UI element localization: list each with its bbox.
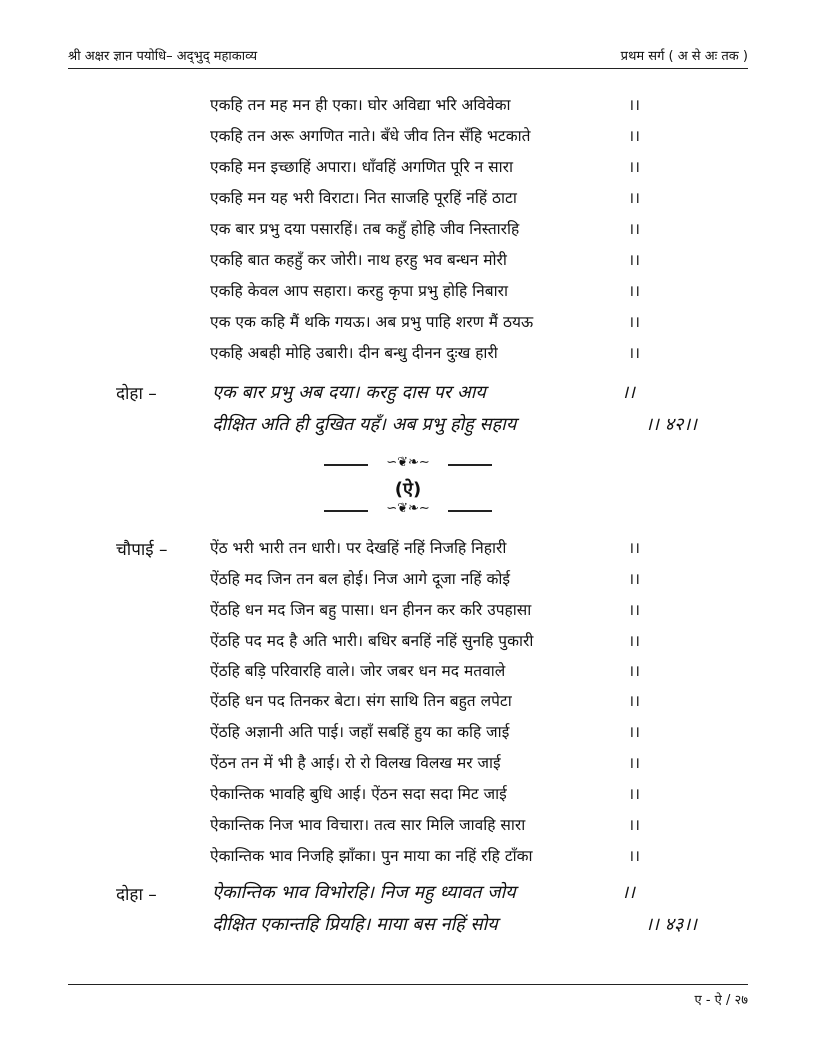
verse-line: एकहि तन अरू अगणित नाते। बँधे जीव तिन सँहि भटकाते ।। — [210, 127, 640, 145]
doha-label: दोहा – — [116, 384, 157, 404]
doha-line: दीक्षित अति ही दुखित यहँ। अब प्रभु होहु सहाय ।। ४२।। — [212, 414, 697, 435]
ornament-divider — [324, 501, 492, 518]
verse-line: एक एक कहि मैं थकि गयऊ। अब प्रभु पाहि शरण मैं ठयऊ ।। — [210, 313, 640, 331]
verse-line: ऐंठहि धन मद जिन बहु पासा। धन हीनन कर करि उपहासा ।। — [210, 601, 640, 619]
verse-line: ऐंठ भरी भारी तन धारी। पर देखहिं नहिं निजहि निहारी ।। — [210, 539, 640, 557]
doha-line: ऐकान्तिक भाव विभोरहि। निज महु ध्यावत जोय ।। — [212, 882, 635, 903]
verse-line: ऐंठहि बड़ि परिवारहि वाले। जोर जबर धन मद मतवाले ।। — [210, 662, 640, 680]
verse-line: एकहि मन इच्छाहिं अपारा। धाँवहिं अगणित पूरि न सारा ।। — [210, 158, 640, 176]
chaupai-label: चौपाई – — [116, 540, 168, 560]
verse-line: एकहि बात कहहुँ कर जोरी। नाथ हरहु भव बन्धन मोरी ।। — [210, 251, 640, 269]
flourish-icon: ∽❦❧∼ — [386, 455, 430, 470]
doha-line: एक बार प्रभु अब दया। करहु दास पर आय ।। — [212, 382, 635, 403]
book-title: श्री अक्षर ज्ञान पयोधि– अद्‌भुद् महाकाव्य — [68, 49, 258, 64]
verse-line: एक बार प्रभु दया पसारहिं। तब कहुँ होहि जीव निस्तारहि ।। — [210, 220, 640, 238]
ornament-divider — [324, 455, 492, 472]
chapter-title: प्रथम सर्ग ( अ से अः तक ) — [620, 49, 748, 64]
verse-line: ऐकान्तिक भावहि बुधि आई। ऐंठन सदा सदा मिट जाई ।। — [210, 785, 640, 803]
verse-line: ऐंठन तन में भी है आई। रो रो विलख विलख मर जाई ।। — [210, 754, 640, 772]
page-number: ए - ऐ / २७ — [694, 993, 748, 1008]
verse-line: ऐंठहि अज्ञानी अति पाई। जहाँ सबहिं हुय का कहि जाई ।। — [210, 723, 640, 741]
flourish-icon: ∽❦❧∼ — [386, 501, 430, 516]
doha-line: दीक्षित एकान्तहि प्रियहि। माया बस नहिं सोय ।। ४३।। — [212, 914, 697, 935]
section-heading: (ऐ) — [394, 479, 422, 500]
verse-line: ऐकान्तिक भाव निजहि झाँका। पुन माया का नहिं रहि टाँका ।। — [210, 847, 640, 865]
verse-line: एकहि मन यह भरी विराटा। नित साजहि पूरहिं नहिं ठाटा ।। — [210, 189, 640, 207]
doha-label: दोहा – — [116, 885, 157, 905]
verse-line: ऐंठहि पद मद है अति भारी। बधिर बनहिं नहिं सुनहि पुकारी ।। — [210, 632, 640, 650]
verse-line: एकहि तन मह मन ही एका। घोर अविद्या भरि अविवेका ।। — [210, 96, 640, 114]
verse-line: ऐंठहि धन पद तिनकर बेटा। संग साथि तिन बहुत लपेटा ।। — [210, 692, 640, 710]
verse-line: एकहि केवल आप सहारा। करहु कृपा प्रभु होहि निबारा ।। — [210, 282, 640, 300]
footer-rule — [68, 984, 748, 985]
verse-line: ऐकान्तिक निज भाव विचारा। तत्व सार मिलि जावहि सारा ।। — [210, 816, 640, 834]
verse-line: ऐंठहि मद जिन तन बल होई। निज आगे दूजा नहिं कोई ।। — [210, 570, 640, 588]
page-header — [68, 44, 748, 69]
verse-line: एकहि अबही मोहि उबारी। दीन बन्धु दीनन दुःख हारी ।। — [210, 344, 640, 362]
